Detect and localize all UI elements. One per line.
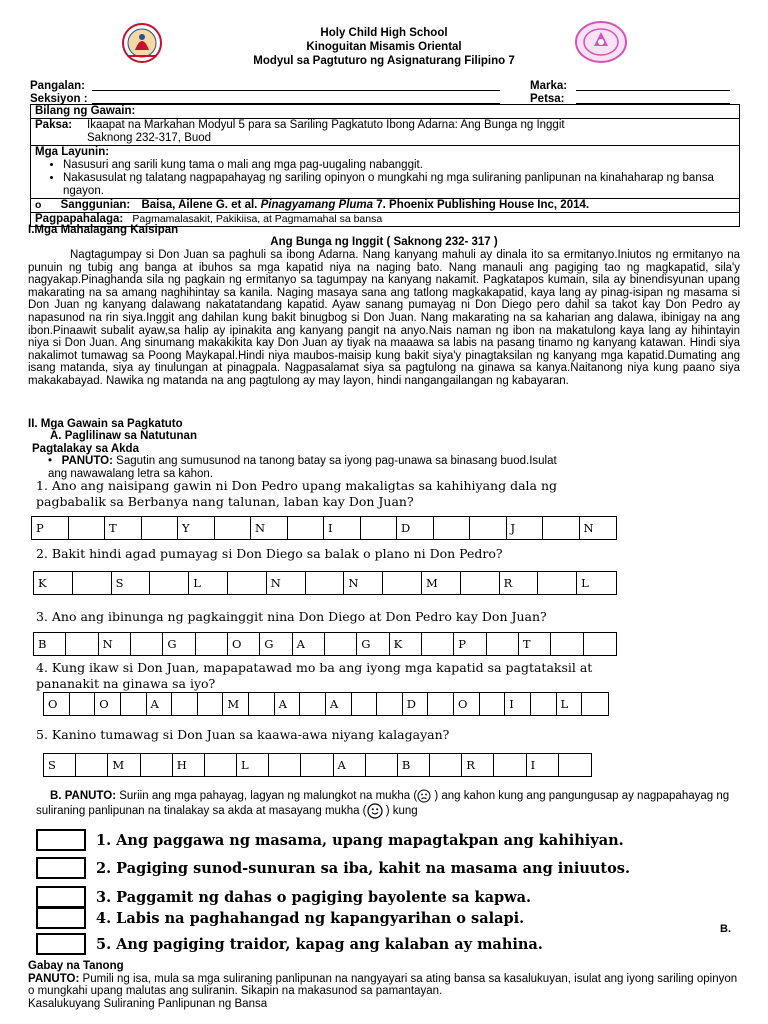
given-letter-cell: L — [581, 576, 589, 590]
given-letter-cell: A — [147, 693, 173, 715]
answer-grid-1 — [31, 516, 617, 540]
given-letter-cell: I — [527, 754, 559, 776]
given-letter-cell: O — [95, 693, 121, 715]
blank-letter-cell[interactable] — [300, 693, 326, 715]
panuto-b-text-3: ) kung — [385, 805, 418, 818]
happy-face-icon — [367, 803, 383, 819]
blank-letter-cell[interactable] — [66, 633, 98, 655]
sanggunian-publisher: 7. Phoenix Publishing House Inc, 2014. — [376, 199, 590, 211]
pagpapahalaga-label: Pagpapahalaga: — [35, 213, 124, 225]
section-1-title: I.Mga Mahalagang Kaisipan — [28, 224, 179, 236]
answer-grid-3 — [33, 632, 617, 656]
panuto-b-text-2: ) ang kahon kung ang pangungusap ay nagpapahayag ng suliraning panlipunan na tinalakay sa akda at masayang mukha ( — [36, 790, 730, 818]
given-letter-cell: M — [422, 572, 461, 594]
blank-letter-cell[interactable] — [269, 754, 301, 776]
answer-box[interactable] — [36, 907, 86, 929]
given-letter-cell: G — [163, 633, 195, 655]
blank-letter-cell[interactable] — [215, 517, 252, 539]
statement-text: 1. Ang paggawa ng masama, upang mapagtakpan ang kahihiyan. — [96, 831, 624, 849]
answer-box[interactable] — [36, 829, 86, 851]
blank-letter-cell[interactable] — [377, 693, 403, 715]
side-marker: B. — [720, 923, 731, 935]
panuto-c-text: Pumili ng isa, mula sa mga suliraning panlipunan na nangyayari sa ating bansa sa kasalukuyan, isulat ang iyong sariling opinyon o mungkahi upang malutas ang suliranin. Sikapin na makasunod sa pamantayan. — [28, 972, 738, 997]
statement-text: 4. Labis na paghahangad ng kapangyarihan o salapi. — [96, 909, 525, 927]
given-letter-cell: A — [275, 693, 301, 715]
given-letter-cell: N — [344, 572, 383, 594]
sanggunian-row — [31, 199, 739, 213]
given-letter-cell: R — [500, 572, 539, 594]
pagpapahalaga-text: Pagmamalasakit, Pakikiisa, at Pagmamahal sa bansa — [132, 213, 383, 225]
school-name: Holy Child High School — [320, 27, 448, 39]
given-letter-cell: R — [462, 754, 494, 776]
given-letter-cell: D — [397, 517, 434, 539]
given-letter-cell: N — [583, 521, 594, 535]
given-letter-cell: H — [173, 754, 205, 776]
given-letter-cell: A — [293, 633, 325, 655]
panuto-a-text: Sagutin ang sumusunod na tanong batay sa iyong pag-unawa sa binasang buod.Isulat ang nawawalang letra sa kahon. — [48, 455, 557, 480]
blank-letter-cell[interactable] — [582, 693, 608, 715]
panuto-c-label: PANUTO: — [28, 972, 80, 985]
blank-letter-cell[interactable] — [249, 693, 275, 715]
layunin-row — [31, 146, 739, 199]
document-header — [0, 26, 768, 68]
gabay-section — [28, 960, 740, 1010]
blank-letter-cell[interactable] — [361, 517, 398, 539]
question-1: 1. Ano ang naisipang gawin ni Don Pedro upang makaligtas sa kahihiyang dala ng pagbabalik sa Berbanya nang talunan, laban kay Don Juan? — [36, 478, 557, 509]
paksa-label: Paksa: — [35, 119, 73, 131]
blank-letter-cell[interactable] — [434, 517, 471, 539]
given-letter-cell: K — [34, 572, 73, 594]
answer-box[interactable] — [36, 857, 86, 879]
blank-letter-cell[interactable] — [559, 754, 591, 776]
given-letter-cell: I — [324, 517, 361, 539]
given-letter-cell: B — [34, 633, 66, 655]
blank-letter-cell[interactable] — [422, 633, 454, 655]
panuto-b — [36, 789, 748, 819]
blank-letter-cell[interactable] — [228, 572, 267, 594]
given-letter-cell: T — [519, 633, 551, 655]
student-fields — [30, 80, 730, 106]
blank-letter-cell[interactable] — [198, 693, 224, 715]
sanggunian-label: Sanggunian: — [60, 199, 131, 211]
bullet-icon: • — [48, 455, 59, 467]
school-location: Kinoguitan Misamis Oriental — [306, 41, 462, 53]
given-letter-cell: M — [108, 754, 140, 776]
gabay-title: Gabay na Tanong — [28, 960, 124, 972]
blank-letter-cell[interactable] — [366, 754, 398, 776]
lesson-info-table — [30, 104, 740, 227]
layunin-label: Mga Layunin: — [35, 146, 110, 158]
given-letter-cell: L — [557, 693, 583, 715]
given-letter-cell: G — [357, 633, 389, 655]
given-letter-cell: J — [507, 517, 544, 539]
bilang-row: Bilang ng Gawain: — [31, 105, 739, 119]
statement-row — [36, 828, 624, 852]
section-2-title: II. Mga Gawain sa Pagkatuto — [28, 418, 183, 430]
answer-grid-2 — [33, 571, 617, 595]
given-letter-cell: N — [251, 517, 288, 539]
sanggunian-authors: Baisa, Ailene G. et al. — [141, 199, 258, 211]
statement-row — [36, 856, 630, 880]
blank-letter-cell[interactable] — [301, 754, 333, 776]
panuto-a-label: PANUTO: — [61, 455, 113, 467]
blank-letter-cell[interactable] — [383, 572, 422, 594]
blank-letter-cell[interactable] — [69, 517, 106, 539]
blank-letter-cell[interactable] — [196, 633, 228, 655]
blank-letter-cell[interactable] — [141, 754, 173, 776]
given-letter-cell: S — [44, 754, 76, 776]
blank-letter-cell[interactable] — [325, 633, 357, 655]
panuto-b-text-1: Suriin ang mga pahayag, lagyan ng malungkot na mukha ( — [119, 790, 418, 803]
given-letter-cell: A — [326, 693, 352, 715]
layunin-item: • Nasusuri ang sarili kung tama o mali ang mga pag-uugaling nabanggit. — [63, 159, 735, 172]
paksa-text: Ikaapat na Markahan Modyul 5 para sa Sariling Pagkatuto Ibong Adarna: Ang Bunga ng Inggit — [87, 119, 565, 131]
given-letter-cell: N — [99, 633, 131, 655]
blank-letter-cell[interactable] — [76, 754, 108, 776]
blank-letter-cell[interactable] — [430, 754, 462, 776]
given-letter-cell: S — [112, 572, 151, 594]
given-letter-cell: O — [228, 633, 260, 655]
paksa-row — [31, 119, 739, 146]
given-letter-cell: O — [44, 693, 70, 715]
story-summary: Nagtagumpay si Don Juan sa paghuli sa ibong Adarna. Nang kanyang mahuli ay dinala ito sa ermitanyo.Iniutos ng ermitanyo na punuin ng tubig ang banga at ibuhos sa mga kapatid niya na naging bato. Nang manauli ang pagiging tao ng magkapatid, sila'y nagyakap.Pinaghanda sila ng pagkain ng ermitanyo sa tagumpay na kanyang nakamit. Pagkatapos kumain, sila ay binendisyunan upang makarating na sa amang naghihintay sa kanila. Naging masaya sana ang tatlong magkakapatid, kaya lang ay pinag-isipan ng masama si Don Juan ng kanyang dalawang nakatatandang kapatid. Ayaw sanang pumayag ni Don Diego pero dahil sa takot kay Don Pedro ay napasunod na rin siya.Inggit ang dahilan kung bakit binugbog si Don Juan. Nang makarating na sa kaharian ang dalawa, ibinigay na ang ibon.Pinaawit subalit ayaw,sa halip ay ipinakita ang kanyang pangit na anyo.Nais naman ng ibon na makatulong kaya lang ay hihintayin niya si Don Juan. Ang sinumang makakikita kay Don Juan ay tiyak na maaawa sa labis na pasang tinamo ng kanyang katawan. Hindi siya nakalimot tumawag sa Poong Maykapal.Hindi niya maubos-maisip kung bakit siya'y pinagtaksilan ng kanyang mga kapatid.Dumating ang isang matanda, siya ay tinulungan at pinagpala. Nagpasalamat siya sa pagtulong na ginawa sa kanya.Naitanong niya kung paano siya makakabayad. Nawika ng matanda na ang pagtulong ay may layon, hindi nangangailangan ng kabayaran. — [28, 249, 740, 387]
paksa-text-2: Saknong 232-317, Buod — [87, 132, 212, 144]
given-letter-cell: P — [32, 517, 69, 539]
blank-letter-cell[interactable] — [480, 693, 506, 715]
module-title: Modyul sa Pagtuturo ng Asignaturang Filipino 7 — [253, 55, 515, 67]
given-letter-cell: L — [189, 572, 228, 594]
pagtalakay-title: Pagtalakay sa Akda — [32, 443, 139, 455]
question-5: 5. Kanino tumawag si Don Juan sa kaawa-awa niyang kalagayan? — [36, 727, 450, 742]
pangalan-field[interactable] — [92, 90, 500, 91]
sad-face-icon — [417, 789, 431, 803]
statement-row — [36, 906, 524, 930]
answer-grid-4 — [43, 692, 609, 716]
answer-box[interactable] — [36, 886, 86, 908]
statement-row — [36, 932, 543, 956]
marka-field[interactable] — [576, 90, 730, 91]
blank-letter-cell[interactable] — [121, 693, 147, 715]
given-letter-cell: M — [223, 693, 249, 715]
question-4: 4. Kung ikaw si Don Juan, mapapatawad mo ba ang iyong mga kapatid sa pagtataksil at pananakit na ginawa sa iyo? — [36, 660, 593, 691]
blank-letter-cell[interactable] — [543, 517, 580, 539]
given-letter-cell: A — [334, 754, 366, 776]
question-2: 2. Bakit hindi agad pumayag si Don Diego sa balak o plano ni Don Pedro? — [36, 546, 503, 561]
given-letter-cell: T — [105, 517, 142, 539]
blank-letter-cell[interactable] — [487, 633, 519, 655]
given-letter-cell: P — [454, 633, 486, 655]
given-letter-cell: B — [398, 754, 430, 776]
given-letter-cell: L — [237, 754, 269, 776]
blank-letter-cell[interactable] — [131, 633, 163, 655]
given-letter-cell: K — [390, 633, 422, 655]
answer-box[interactable] — [36, 933, 86, 955]
statement-text: 5. Ang pagiging traidor, kapag ang kalaban ay mahina. — [96, 935, 543, 953]
blank-letter-cell[interactable] — [538, 572, 577, 594]
blank-letter-cell[interactable] — [584, 633, 616, 655]
blank-letter-cell[interactable] — [73, 572, 112, 594]
given-letter-cell: G — [260, 633, 292, 655]
section-a-title: A. Paglilinaw sa Natutunan — [50, 430, 197, 442]
question-3: 3. Ano ang ibinunga ng pagkainggit nina Don Diego at Don Pedro kay Don Juan? — [36, 609, 547, 624]
given-letter-cell: D — [403, 693, 429, 715]
blank-letter-cell[interactable] — [288, 517, 325, 539]
sanggunian-book: Pinagyamang Pluma — [260, 199, 374, 211]
statement-text: 2. Pagiging sunod-sunuran sa iba, kahit na masama ang iniuutos. — [96, 859, 631, 877]
petsa-label: Petsa: — [530, 93, 565, 105]
blank-letter-cell[interactable] — [494, 754, 526, 776]
story-title: Ang Bunga ng Inggit ( Saknong 232- 317 ) — [270, 236, 498, 248]
blank-letter-cell[interactable] — [352, 693, 378, 715]
blank-letter-cell[interactable] — [70, 693, 96, 715]
marka-label: Marka: — [530, 80, 568, 92]
blank-letter-cell[interactable] — [470, 517, 507, 539]
blank-letter-cell[interactable] — [428, 693, 454, 715]
statement-text: 3. Paggamit ng dahas o pagiging bayolente sa kapwa. — [96, 888, 532, 906]
blank-letter-cell[interactable] — [306, 572, 345, 594]
blank-letter-cell[interactable] — [142, 517, 179, 539]
seksiyon-label: Seksiyon : — [30, 93, 88, 105]
pangalan-label: Pangalan: — [30, 80, 85, 92]
given-letter-cell: Y — [178, 517, 215, 539]
kasalukuyang-title: Kasalukuyang Suliraning Panlipunan ng Bansa — [28, 997, 268, 1010]
sanggunian-marker: o — [35, 199, 42, 211]
panuto-b-label: B. PANUTO: — [50, 790, 117, 803]
blank-letter-cell[interactable] — [150, 572, 189, 594]
layunin-item: • Nakasusulat ng talatang nagpapahayag ng sariling opinyon o mungkahi ng mga suliraning panlipunan na kinahaharap ng bansa ngayon. — [63, 172, 735, 198]
given-letter-cell: I — [505, 693, 531, 715]
given-letter-cell: O — [454, 693, 480, 715]
given-letter-cell: N — [267, 572, 306, 594]
blank-letter-cell[interactable] — [551, 633, 583, 655]
blank-letter-cell[interactable] — [461, 572, 500, 594]
blank-letter-cell[interactable] — [172, 693, 198, 715]
blank-letter-cell[interactable] — [205, 754, 237, 776]
answer-grid-5 — [43, 753, 592, 777]
blank-letter-cell[interactable] — [531, 693, 557, 715]
